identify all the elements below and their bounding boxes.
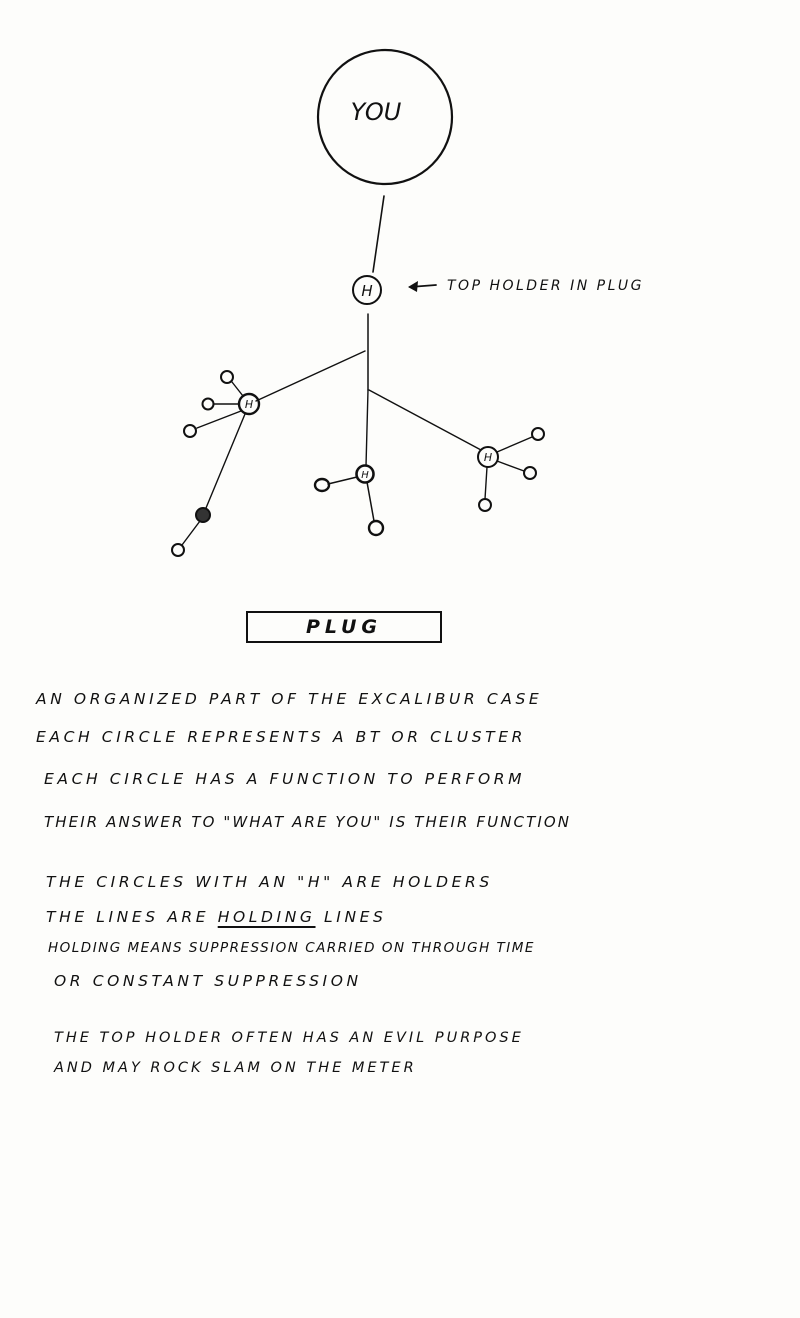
holding-line-right xyxy=(369,390,481,450)
small-circle xyxy=(315,479,329,491)
plug-diagram xyxy=(0,0,800,600)
small-circle xyxy=(479,499,491,511)
top-holder-annotation: TOP HOLDER IN PLUG xyxy=(447,278,645,294)
holding-underlined-word: HOLDING xyxy=(217,908,316,926)
note-line-5: THE CIRCLES WITH AN "H" ARE HOLDERS xyxy=(46,873,493,891)
small-circle xyxy=(184,425,196,437)
holding-line-left xyxy=(256,351,365,401)
left-holder-letter: H xyxy=(244,398,254,411)
plug-title: PLUG xyxy=(305,616,383,638)
note-line-4: THEIR ANSWER TO "WHAT ARE YOU" IS THEIR FUNCTION xyxy=(44,813,572,831)
arrowhead-icon xyxy=(408,281,418,292)
note-line-6 xyxy=(46,908,386,926)
lower-holder-circle xyxy=(196,508,210,522)
note-line-1: AN ORGANIZED PART OF THE EXCALIBUR CASE xyxy=(36,690,543,708)
note-line-7: HOLDING MEANS SUPPRESSION CARRIED ON THROUGH TIME xyxy=(48,940,535,956)
small-circle xyxy=(221,371,233,383)
small-circle xyxy=(369,521,383,535)
small-circle xyxy=(524,467,536,479)
small-circle xyxy=(532,428,544,440)
holding-line-middle xyxy=(366,390,368,466)
note-line-8: OR CONSTANT SUPPRESSION xyxy=(54,972,362,990)
right-holder-letter: H xyxy=(483,451,493,464)
top-holder-letter: H xyxy=(361,282,373,300)
note-line-2: EACH CIRCLE REPRESENTS A BT OR CLUSTER xyxy=(36,728,527,746)
note-line-9: THE TOP HOLDER OFTEN HAS AN EVIL PURPOSE xyxy=(54,1030,524,1046)
note-line-3: EACH CIRCLE HAS A FUNCTION TO PERFORM xyxy=(44,770,526,788)
note-line-6-end: LINES xyxy=(315,908,387,926)
plug-title-box xyxy=(246,611,442,643)
note-line-6-start: THE LINES ARE xyxy=(46,908,218,926)
small-circle xyxy=(203,399,214,410)
you-label: YOU xyxy=(350,98,402,126)
middle-holder-letter: H xyxy=(361,470,369,481)
holding-line-you-top xyxy=(373,196,384,272)
note-line-10: AND MAY ROCK SLAM ON THE METER xyxy=(54,1060,417,1076)
small-circle xyxy=(172,544,184,556)
